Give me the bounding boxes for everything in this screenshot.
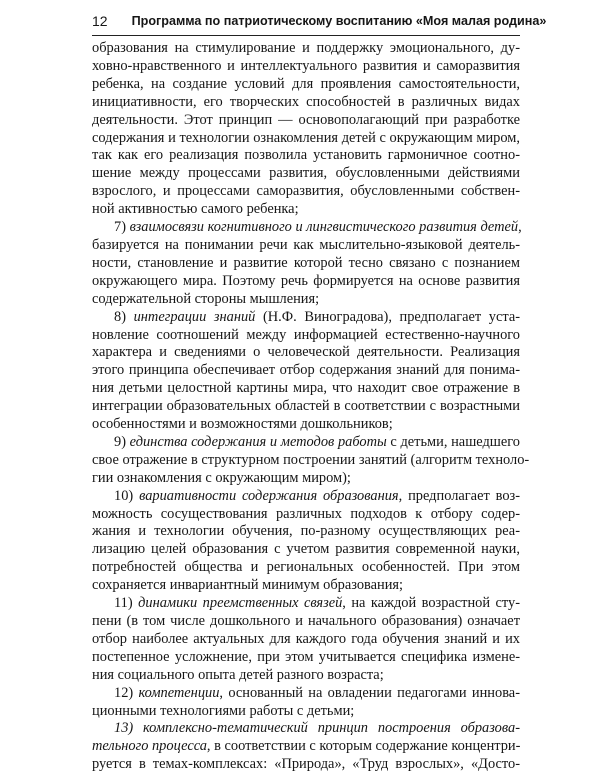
page-header bbox=[92, 10, 547, 32]
text-line: этого принципа обеспечивает отбор содержания знаний для понима- bbox=[92, 362, 520, 379]
text-line: 11) динамики преемственных связей, на каждой возрастной сту- bbox=[114, 595, 520, 612]
text-line: 8) интеграции знаний (Н.Ф. Виноградова), предполагает уста- bbox=[114, 308, 521, 325]
text-line: ховно-нравственного и интеллектуального развития и саморазвития bbox=[92, 57, 520, 74]
text-line: содержательной стороны мышления; bbox=[92, 290, 320, 307]
text-line: характера и сведениями о человеческой деятельности. Реализация bbox=[92, 344, 520, 361]
text-line: лизацию целей образования с учетом развития современной науки, bbox=[92, 541, 520, 558]
text-line: свое отражение в структурном построении занятий (алгоритм техноло- bbox=[92, 451, 530, 468]
text-line: ния социального опыта детей разного возраста; bbox=[92, 666, 384, 683]
text-line: можность сосуществования различных подходов к отбору содер- bbox=[92, 505, 520, 522]
text-line: базируется на понимании речи как мыслительно-языковой деятель- bbox=[92, 236, 520, 253]
text-line: образования на стимулирование и поддержку эмоционального, ду- bbox=[92, 40, 520, 56]
text-line: 7) взаимосвязи когнитивного и лингвистического развития детей, bbox=[114, 219, 522, 236]
text-line: гии ознакомления с окружающим миром); bbox=[92, 469, 351, 486]
text-line: инициативности, его творческих способностей в различных видах bbox=[92, 93, 520, 110]
header-rule bbox=[92, 35, 520, 36]
text-line: особенностями и возможностями дошкольников; bbox=[92, 416, 393, 433]
text-line: 12) компетенции, основанный на овладении педагогами иннова- bbox=[114, 684, 520, 701]
text-line: содержания и технологии ознакомления детей с окружающим миром, bbox=[92, 129, 520, 146]
text-line: взрослого, и процессами саморазвития, обусловленными собствен- bbox=[92, 183, 520, 200]
text-line: 13) комплексно-тематический принцип построения образова- bbox=[114, 720, 520, 737]
text-line: так как его реализация позволила установить гармоничное соотно- bbox=[92, 147, 520, 164]
text-line: жания и технологии обучения, по-разному осуществляющих реа- bbox=[92, 523, 520, 540]
text-line: пени (в том числе дошкольного и начального образования) означает bbox=[92, 613, 520, 629]
text-line: 9) единства содержания и методов работы с детьми, нашедшего bbox=[114, 433, 520, 450]
text-line: ребенка, на создание условий для проявления самостоятельности, bbox=[92, 75, 520, 92]
body-text bbox=[92, 40, 530, 774]
text-line: потребностей общества и региональных особенностей. При этом bbox=[92, 559, 520, 576]
text-line: руется в темах-комплексах: «Природа», «Труд взрослых», «Досто- bbox=[92, 756, 520, 773]
text-line: постепенное усложнение, при этом учитывается специфика измене- bbox=[92, 648, 520, 665]
text-line: сохраняется инвариантный минимум образования; bbox=[92, 577, 404, 594]
text-line: окружающего мира. Поэтому речь формируется на основе развития bbox=[92, 272, 520, 289]
text-line: отбор наиболее актуальных для каждого года обучения знаний и их bbox=[92, 630, 520, 647]
text-line: деятельности. Этот принцип — основополагающий при разработке bbox=[92, 111, 520, 128]
page-number: 12 bbox=[92, 13, 108, 29]
text-line: тельного процесса, в соответствии с которым содержание концентри- bbox=[92, 738, 521, 755]
text-line: ности, становление и развитие которой тесно связано с познанием bbox=[92, 254, 520, 271]
text-line: новление соотношений между информацией естественно-научного bbox=[92, 326, 520, 343]
running-title: Программа по патриотическому воспитанию «Моя малая родина» bbox=[131, 14, 547, 28]
text-line: ния детьми целостной картины мира, что находит свое отражение в bbox=[92, 380, 520, 397]
text-line: шение между процессами развития, обусловленными действиями bbox=[92, 165, 520, 182]
text-line: ционными технологиями работы с детьми; bbox=[92, 702, 355, 719]
text-line: ной активностью самого ребенка; bbox=[92, 201, 299, 218]
text-line: 10) вариативности содержания образования, предполагает воз- bbox=[114, 487, 520, 504]
text-line: интеграции образовательных областей в соответствии с возрастными bbox=[92, 398, 520, 415]
